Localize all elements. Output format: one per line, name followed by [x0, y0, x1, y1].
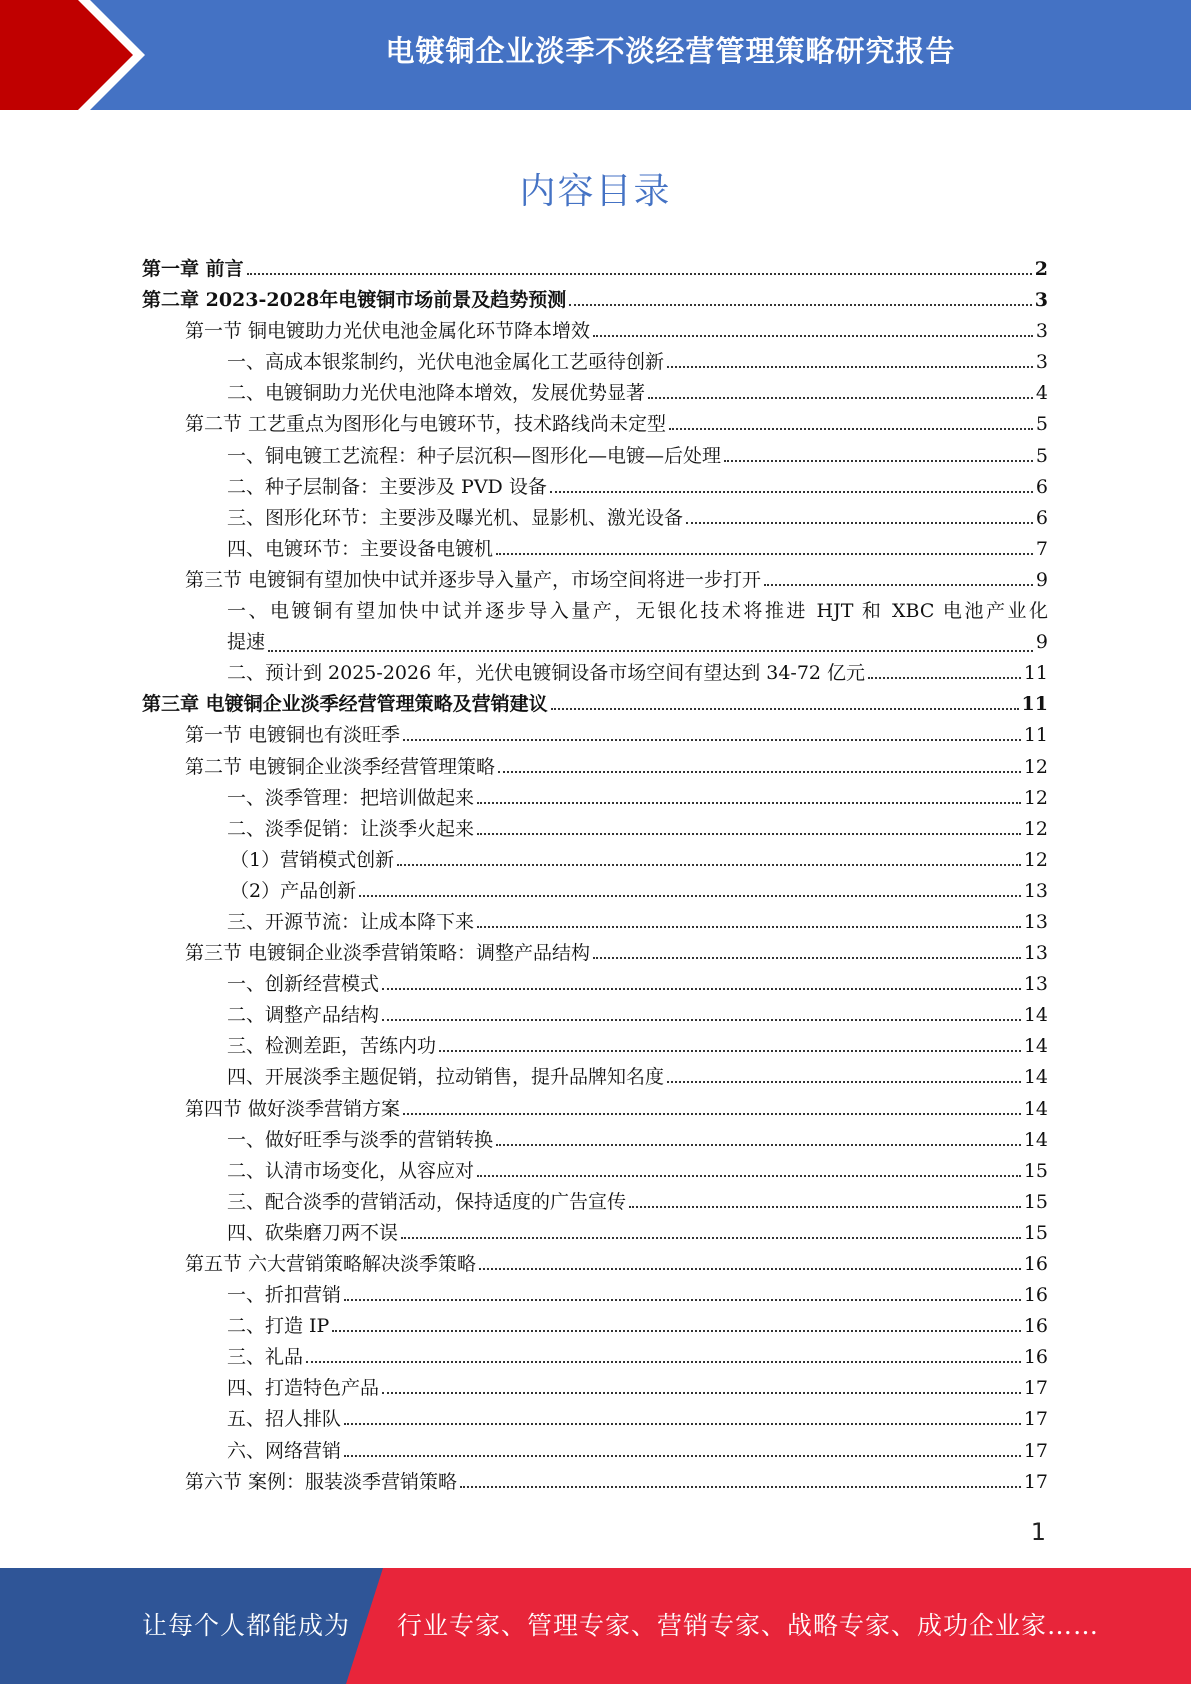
toc-entry[interactable]	[142, 503, 1048, 534]
toc-entry[interactable]	[142, 1404, 1048, 1435]
toc-entry[interactable]	[142, 845, 1048, 876]
toc-dot-leader	[667, 366, 1033, 368]
toc-entry-page: 11	[1021, 693, 1048, 716]
toc-entry-page: 5	[1035, 413, 1048, 436]
header-red-arrow-shape	[0, 0, 160, 110]
toc-dot-leader	[401, 1237, 1021, 1239]
toc-entry-label-continued: 提速	[227, 631, 266, 654]
toc-entry-page: 2	[1034, 258, 1048, 280]
toc-entry-page: 13	[1023, 910, 1048, 933]
toc-entry[interactable]	[142, 1094, 1048, 1125]
toc-entry-page: 16	[1023, 1284, 1048, 1307]
toc-entry[interactable]	[142, 720, 1048, 751]
toc-entry[interactable]	[142, 1031, 1048, 1062]
toc-entry-label: 一、铜电镀工艺流程：种子层沉积—图形化—电镀—后处理	[227, 444, 722, 467]
toc-dot-leader	[593, 335, 1033, 337]
toc-entry[interactable]	[142, 1187, 1048, 1218]
toc-dot-leader	[498, 771, 1021, 773]
toc-dot-leader	[551, 708, 1019, 710]
toc-entry-label: 一、做好旺季与淡季的营销转换	[227, 1128, 494, 1151]
toc-entry[interactable]	[142, 534, 1048, 565]
toc-entry-page: 13	[1023, 973, 1048, 996]
toc-entry-page: 15	[1023, 1221, 1048, 1244]
toc-entry-page: 16	[1023, 1346, 1048, 1369]
toc-entry-label: 第三章 电镀铜企业淡季经营管理策略及营销建议	[142, 693, 548, 716]
toc-entry[interactable]	[142, 347, 1048, 378]
toc-entry-page: 4	[1035, 382, 1048, 405]
toc-dot-leader	[629, 1206, 1021, 1208]
toc-entry-page: 17	[1023, 1408, 1048, 1431]
toc-dot-leader	[593, 957, 1021, 959]
toc-entry[interactable]	[142, 1311, 1048, 1342]
toc-entry-page: 9	[1035, 568, 1048, 591]
toc-entry-page: 14	[1023, 1097, 1048, 1120]
toc-entry-page: 5	[1035, 444, 1048, 467]
footer-slogan-left: 让每个人都能成为	[142, 1611, 351, 1640]
toc-entry-page: 9	[1035, 631, 1048, 654]
toc-dot-leader	[344, 1299, 1021, 1301]
toc-dot-leader	[382, 1019, 1021, 1021]
toc-entry-label: 三、配合淡季的营销活动，保持适度的广告宣传	[227, 1190, 627, 1213]
toc-entry-page: 3	[1035, 320, 1048, 343]
toc-entry-page: 12	[1023, 786, 1048, 809]
toc-entry[interactable]	[142, 1436, 1048, 1467]
toc-entry-page: 14	[1023, 1066, 1048, 1089]
toc-entry-label: 一、电镀铜有望加快中试并逐步导入量产，无银化技术将推进 HJT 和 XBC 电池产业化	[227, 600, 1048, 623]
toc-entry[interactable]	[142, 1467, 1048, 1498]
toc-entry-label: 一、高成本银浆制约，光伏电池金属化工艺亟待创新	[227, 351, 665, 374]
toc-entry[interactable]	[142, 876, 1048, 907]
toc-entry-label: 二、调整产品结构	[227, 1004, 380, 1027]
toc-entry-label: 一、折扣营销	[227, 1284, 342, 1307]
table-of-contents	[142, 254, 1048, 1498]
toc-dot-leader	[397, 864, 1021, 866]
toc-dot-leader	[669, 428, 1033, 430]
toc-entry-page: 13	[1023, 942, 1048, 965]
toc-entry-label: 二、电镀铜助力光伏电池降本增效，发展优势显著	[227, 382, 646, 405]
toc-entry-label: 三、图形化环节：主要涉及曝光机、显影机、激光设备	[227, 506, 684, 529]
toc-entry-label: 第一章 前言	[142, 258, 244, 280]
toc-entry-label: 四、打造特色产品	[227, 1377, 380, 1400]
toc-entry-page: 13	[1023, 879, 1048, 902]
toc-dot-leader	[403, 739, 1021, 741]
toc-entry-page: 17	[1023, 1470, 1048, 1493]
toc-heading: 内容目录	[519, 171, 672, 212]
toc-entry[interactable]	[142, 1125, 1048, 1156]
toc-entry[interactable]	[142, 814, 1048, 845]
toc-dot-leader	[344, 1455, 1021, 1457]
toc-entry-label: 第三节 电镀铜企业淡季营销策略：调整产品结构	[185, 942, 591, 965]
toc-entry[interactable]	[142, 254, 1048, 285]
toc-dot-leader	[359, 895, 1021, 897]
page-number: 1	[1030, 1518, 1046, 1546]
toc-entry-label: 四、砍柴磨刀两不误	[227, 1221, 399, 1244]
toc-entry-page: 15	[1023, 1159, 1048, 1182]
toc-entry-label: 六、网络营销	[227, 1439, 342, 1462]
toc-entry-label: 五、招人排队	[227, 1408, 342, 1431]
toc-entry-label: 四、电镀环节：主要设备电镀机	[227, 537, 494, 560]
toc-entry-page: 17	[1023, 1377, 1048, 1400]
toc-entry-label: 一、创新经营模式	[227, 973, 380, 996]
toc-entry[interactable]	[142, 378, 1048, 409]
toc-dot-leader	[382, 1392, 1021, 1394]
toc-dot-leader	[439, 1050, 1021, 1052]
toc-entry-page: 16	[1023, 1315, 1048, 1338]
toc-dot-leader	[479, 1268, 1021, 1270]
toc-entry[interactable]	[142, 938, 1048, 969]
toc-dot-leader	[306, 1361, 1021, 1363]
toc-entry[interactable]	[142, 783, 1048, 814]
toc-entry-label: 一、淡季管理：把培训做起来	[227, 786, 475, 809]
toc-entry-page: 16	[1023, 1253, 1048, 1275]
toc-dot-leader	[477, 802, 1021, 804]
toc-entry-label: （1）营销模式创新	[230, 848, 395, 871]
toc-entry-page: 12	[1023, 755, 1048, 778]
report-title: 电镀铜企业淡季不淡经营管理策略研究报告	[385, 34, 956, 68]
toc-entry[interactable]	[142, 1280, 1048, 1311]
toc-entry-page: 14	[1023, 1004, 1048, 1027]
toc-entry[interactable]	[142, 1156, 1048, 1187]
toc-dot-leader	[477, 1175, 1021, 1177]
toc-dot-leader	[460, 1486, 1021, 1488]
toc-dot-leader	[868, 677, 1021, 679]
toc-entry[interactable]	[142, 1249, 1048, 1280]
toc-entry-page: 12	[1023, 817, 1048, 840]
toc-dot-leader	[569, 304, 1032, 306]
toc-dot-leader	[648, 397, 1033, 399]
toc-entry[interactable]	[142, 969, 1048, 1000]
toc-entry-page: 12	[1023, 848, 1048, 871]
toc-entry-page: 11	[1023, 724, 1048, 747]
toc-entry-label: 第四节 做好淡季营销方案	[185, 1097, 401, 1120]
footer-banner	[0, 1568, 1191, 1684]
toc-dot-leader	[724, 460, 1033, 462]
toc-entry-label: 三、开源节流：让成本降下来	[227, 910, 475, 933]
toc-entry-label: 第一节 电镀铜也有淡旺季	[185, 724, 401, 747]
toc-entry-page: 11	[1023, 662, 1048, 685]
footer-slogan-right: 行业专家、管理专家、营销专家、战略专家、成功企业家……	[397, 1611, 1100, 1640]
toc-dot-leader	[344, 1423, 1021, 1425]
toc-entry[interactable]	[142, 1342, 1048, 1373]
toc-entry-page: 15	[1023, 1190, 1048, 1213]
toc-entry-label: 二、淡季促销：让淡季火起来	[227, 817, 475, 840]
toc-entry-label: 第二章 2023-2028年电镀铜市场前景及趋势预测	[142, 289, 567, 312]
toc-entry-label: 第五节 六大营销策略解决淡季策略	[185, 1253, 477, 1275]
report-header-banner	[0, 0, 1191, 110]
toc-dot-leader	[403, 1113, 1021, 1115]
toc-entry[interactable]	[142, 658, 1048, 689]
toc-entry-label: 第二节 电镀铜企业淡季经营管理策略	[185, 755, 496, 778]
toc-entry-label: 第一节 铜电镀助力光伏电池金属化环节降本增效	[185, 320, 591, 343]
toc-entry[interactable]	[142, 907, 1048, 938]
toc-entry[interactable]	[142, 316, 1048, 347]
toc-dot-leader	[764, 584, 1033, 586]
toc-dot-leader	[667, 1081, 1021, 1083]
toc-entry[interactable]	[142, 596, 1048, 658]
toc-entry-label: 二、打造 IP	[227, 1315, 330, 1338]
toc-entry[interactable]	[142, 472, 1048, 503]
toc-entry-label: 二、种子层制备：主要涉及 PVD 设备	[227, 475, 547, 498]
toc-entry-label: 三、检测差距，苦练内功	[227, 1035, 437, 1058]
toc-dot-leader	[477, 926, 1021, 928]
toc-entry-label: 二、预计到 2025-2026 年，光伏电镀铜设备市场空间有望达到 34-72 亿元	[227, 662, 866, 685]
toc-dot-leader	[686, 522, 1033, 524]
toc-entry[interactable]	[142, 1218, 1048, 1249]
toc-entry-page: 3	[1034, 289, 1048, 312]
toc-entry[interactable]	[142, 409, 1048, 440]
toc-entry-page: 6	[1035, 506, 1048, 529]
toc-dot-leader	[477, 833, 1021, 835]
toc-entry-page: 14	[1023, 1035, 1048, 1058]
toc-entry-label: 四、开展淡季主题促销，拉动销售，提升品牌知名度	[227, 1066, 665, 1089]
toc-dot-leader	[247, 273, 1032, 275]
toc-dot-leader	[496, 553, 1033, 555]
toc-entry-page: 14	[1023, 1128, 1048, 1151]
toc-dot-leader	[550, 491, 1033, 493]
toc-entry[interactable]	[142, 689, 1048, 720]
toc-dot-leader	[268, 650, 1033, 652]
toc-entry[interactable]	[142, 565, 1048, 596]
toc-entry-label: （2）产品创新	[230, 879, 357, 902]
toc-entry-label: 第六节 案例：服装淡季营销策略	[185, 1470, 458, 1493]
toc-entry-label: 第三节 电镀铜有望加快中试并逐步导入量产，市场空间将进一步打开	[185, 568, 762, 591]
toc-entry[interactable]	[142, 752, 1048, 783]
toc-entry[interactable]	[142, 1373, 1048, 1404]
toc-dot-leader	[496, 1144, 1021, 1146]
toc-entry[interactable]	[142, 1062, 1048, 1093]
toc-entry[interactable]	[142, 285, 1048, 316]
toc-entry-label: 二、认清市场变化，从容应对	[227, 1159, 475, 1182]
toc-entry-page: 3	[1035, 351, 1048, 374]
toc-entry-label: 第二节 工艺重点为图形化与电镀环节，技术路线尚未定型	[185, 413, 667, 436]
toc-entry[interactable]	[142, 1000, 1048, 1031]
toc-entry[interactable]	[142, 441, 1048, 472]
toc-entry-page: 6	[1035, 475, 1048, 498]
toc-dot-leader	[332, 1330, 1020, 1332]
toc-entry-page: 17	[1023, 1439, 1048, 1462]
toc-entry-label: 三、礼品	[227, 1346, 304, 1369]
toc-entry-page: 7	[1035, 537, 1048, 560]
toc-dot-leader	[382, 988, 1021, 990]
